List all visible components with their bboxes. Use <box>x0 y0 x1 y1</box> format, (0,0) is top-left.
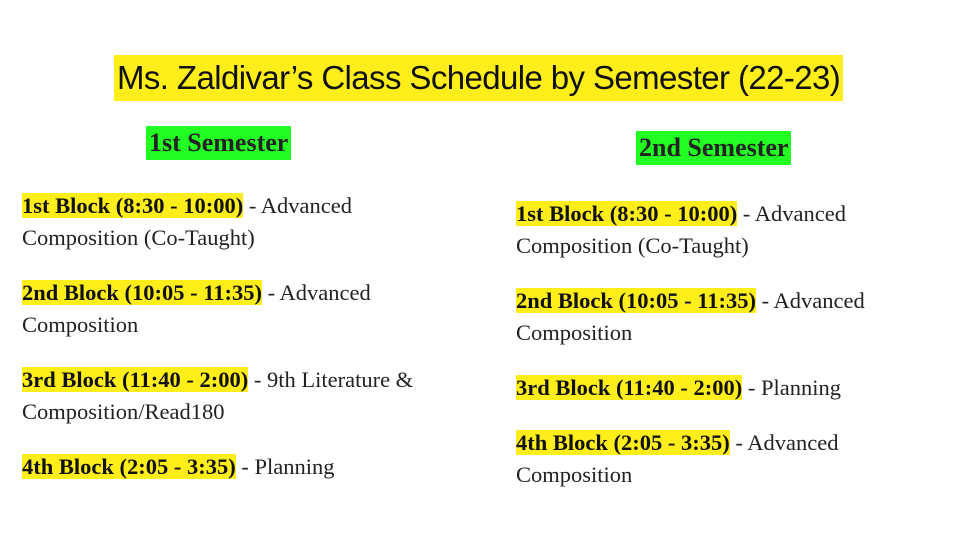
course-name: Advanced Composition <box>516 288 865 345</box>
block-time-label: 2nd Block (10:05 - 11:35) <box>22 280 263 305</box>
separator: - <box>248 367 267 392</box>
semester-2-schedule <box>516 198 936 514</box>
course-name: 9th Literature & Composition/Read180 <box>22 367 414 424</box>
block-time-label: 2nd Block (10:05 - 11:35) <box>516 288 757 313</box>
separator: - <box>262 280 280 305</box>
block-time-label: 1st Block (8:30 - 10:00) <box>22 193 244 218</box>
block-time-label: 1st Block (8:30 - 10:00) <box>516 201 738 226</box>
course-name: Advanced Composition (Co-Taught) <box>22 193 352 250</box>
schedule-entry <box>516 198 936 262</box>
course-name: Advanced Composition <box>22 280 371 337</box>
semester-1-schedule <box>22 190 442 506</box>
schedule-entry <box>516 427 936 491</box>
course-name: Advanced Composition <box>516 430 839 487</box>
separator: - <box>742 375 761 400</box>
schedule-entry <box>22 277 442 341</box>
semester-2-heading: 2nd Semester <box>636 131 791 165</box>
course-name: Planning <box>254 454 335 479</box>
semester-1-heading: 1st Semester <box>146 126 291 160</box>
block-time-label: 3rd Block (11:40 - 2:00) <box>22 367 249 392</box>
schedule-entry <box>22 451 442 483</box>
block-time-label: 3rd Block (11:40 - 2:00) <box>516 375 743 400</box>
schedule-entry <box>516 285 936 349</box>
block-time-label: 4th Block (2:05 - 3:35) <box>516 430 730 455</box>
separator: - <box>243 193 261 218</box>
schedule-entry <box>22 190 442 254</box>
course-name: Planning <box>760 375 841 400</box>
schedule-entry <box>516 372 936 404</box>
page-title: Ms. Zaldivar’s Class Schedule by Semester (22-23) <box>114 55 843 101</box>
separator: - <box>737 201 755 226</box>
separator: - <box>729 430 748 455</box>
block-time-label: 4th Block (2:05 - 3:35) <box>22 454 236 479</box>
separator: - <box>756 288 774 313</box>
course-name: Advanced Composition (Co-Taught) <box>516 201 846 258</box>
separator: - <box>235 454 255 479</box>
schedule-entry <box>22 364 442 428</box>
